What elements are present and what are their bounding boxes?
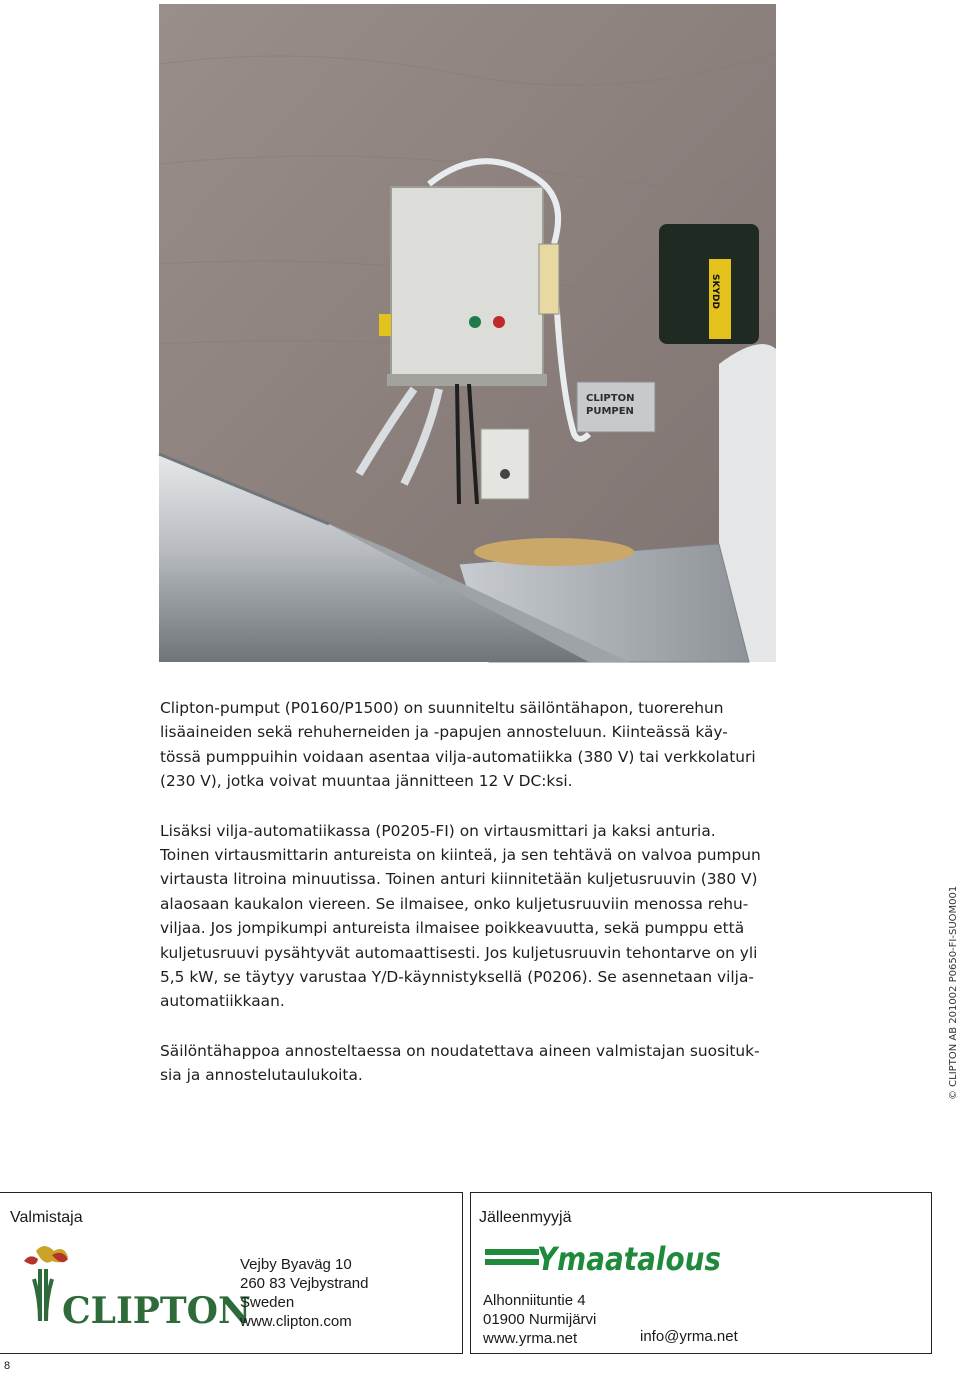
reseller-address: [483, 1291, 596, 1348]
text-line: sia ja annostelutaulukoita.: [160, 1066, 363, 1085]
text-line: (230 V), jotka voivat muuntaa jännitteen 12 V DC:ksi.: [160, 772, 573, 791]
text-line: Clipton-pumput (P0160/P1500) on suunniteltu säilöntähapon, tuorerehun: [160, 699, 724, 717]
text-line: Toinen virtausmittarin antureista on kiinteä, ja sen tehtävä on valvoa pumpun: [160, 846, 761, 865]
text-line: viljaa. Jos jompikumpi antureista ilmaisee poikkeavuutta, sekä pumppu että: [160, 919, 745, 938]
text-line: tössä pumppuihin voidaan asentaa vilja-automatiikka (380 V) tai verkkolaturi: [160, 747, 756, 766]
ymaatalous-wordmark: Ymaatalous: [537, 1240, 721, 1278]
control-box: [391, 187, 543, 379]
reseller-label: Jälleenmyyjä: [479, 1209, 572, 1226]
text-line: 5,5 kW, se täytyy varustaa Y/D-käynnistyksellä (P0206). Se asennetaan vilja-: [160, 968, 754, 987]
text-line: Lisäksi vilja-automatiikassa (P0205-FI) on virtausmittari ja kaksi anturia.: [160, 821, 716, 840]
pump-installation-illustration: [159, 4, 776, 662]
paragraph-acid: [160, 1039, 790, 1088]
plate-label-clipton: CLIPTON: [586, 393, 635, 404]
manufacturer-label: Valmistaja: [10, 1209, 83, 1226]
manufacturer-address: [240, 1255, 368, 1331]
reseller-email-link[interactable]: info@yrma.net: [640, 1328, 738, 1345]
copyright-code: © CLIPTON AB 201002 P0650-FI-SUOM001: [948, 885, 959, 1100]
paragraph-intro: [160, 696, 790, 794]
clipton-logo: [6, 1239, 251, 1333]
address-country: Sweden: [240, 1294, 295, 1311]
ymaatalous-logo: [485, 1237, 723, 1277]
green-button-icon: [469, 316, 481, 328]
text-line: kuljetusruuvi pysähtyvät automaattisesti. Jos kuljetusruuvin tehontarve on yli: [160, 943, 758, 962]
body-text: [160, 696, 790, 1113]
product-photo: [159, 4, 776, 662]
address-postal: 01900 Nurmijärvi: [483, 1311, 597, 1328]
text-line: lisäaineiden sekä rehuherneiden ja -papujen annosteluun. Kiinteässä käy-: [160, 723, 728, 742]
text-line: Säilöntähappoa annosteltaessa on noudatettava aineen valmistajan suosituk-: [160, 1041, 760, 1060]
logo-stripe-icon: [485, 1259, 539, 1265]
plate-label-pumpen: PUMPEN: [586, 406, 634, 417]
logo-stripe-icon: [485, 1249, 539, 1255]
clipton-wordmark: CLIPTON: [62, 1290, 251, 1332]
grain-pile: [474, 538, 634, 566]
manufacturer-website-link[interactable]: www.clipton.com: [240, 1313, 352, 1330]
text-line: automatiikkaan.: [160, 992, 285, 1011]
text-line: alaosaan kaukalon viereen. Se ilmaisee, onko kuljetusruuviin menossa rehu-: [160, 894, 749, 913]
red-button-icon: [493, 316, 505, 328]
text-line: virtausta litroina minuutissa. Toinen anturi kiinnitetään kuljetusruuvin (380 V): [160, 870, 758, 889]
skydd-sign-text: SKYDD: [710, 274, 720, 309]
manufacturer-box: [0, 1192, 463, 1354]
address-street: Alhonniituntie 4: [483, 1292, 586, 1309]
paragraph-automation: [160, 819, 790, 1014]
address-postal: 260 83 Vejbystrand: [240, 1275, 369, 1292]
reseller-website-link[interactable]: www.yrma.net: [483, 1330, 578, 1347]
page-number: 8: [4, 1360, 11, 1372]
address-street: Vejby Byaväg 10: [240, 1256, 352, 1273]
